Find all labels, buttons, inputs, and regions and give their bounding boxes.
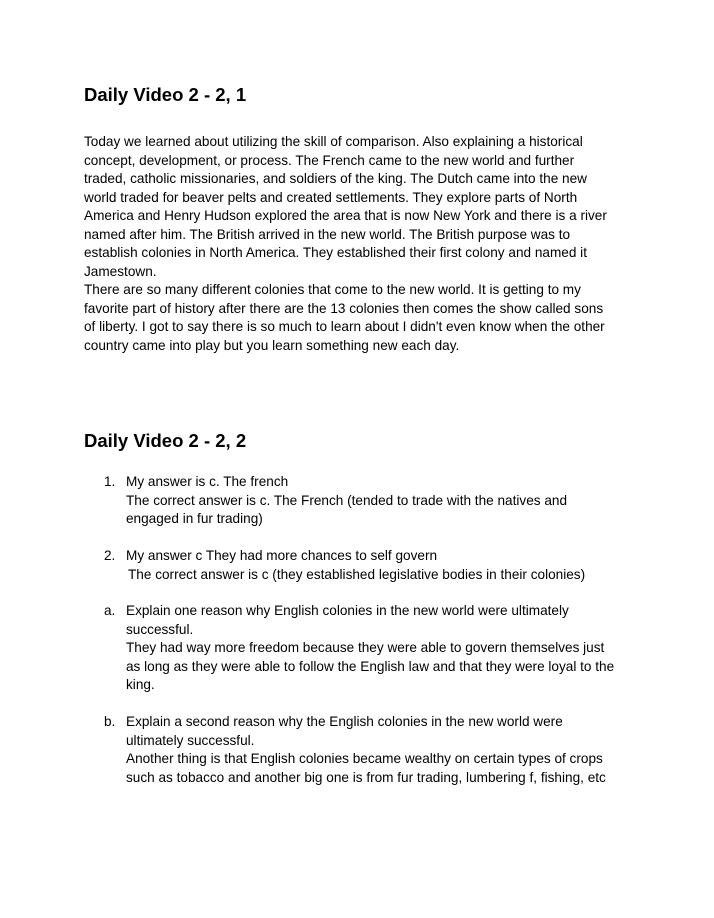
paragraph-line: There are so many different colonies that come to the new world. It is getting to my [84,282,581,297]
list-line: king. [126,677,155,692]
section-1-paragraph-2 [84,281,644,355]
list-line: Explain one reason why English colonies in the new world were ultimately [126,603,569,618]
paragraph-line: of liberty. I got to say there is so much to learn about I didn't even know when the other [84,319,605,334]
paragraph-line: establish colonies in North America. They established their first colony and named it [84,245,587,260]
list-line: The correct answer is c. The French (tended to trade with the natives and [126,492,568,508]
list-line: Explain a second reason why the English colonies in the new world were [126,714,563,729]
list-marker: a. [104,603,116,618]
paragraph-line: named after him. The British arrived in the new world. The British purpose was to [84,226,571,242]
list-item-body [126,602,646,695]
list-line: such as tobacco and another big one is from fur trading, lumbering f, fishing, etc [126,769,606,785]
paragraph-line: Today we learned about utilizing the skill of comparison. Also explaining a historical [84,134,583,149]
list-item-body [126,473,646,529]
list-item-body [126,713,646,787]
list-line: The correct answer is c (they established legislative bodies in their colonies) [128,566,586,582]
paragraph-line: favorite part of history after there are the 13 colonies then comes the show called sons [84,300,604,316]
list-line: My answer is c. The french [126,474,289,489]
section-1-paragraph-1 [84,133,644,281]
paragraph-line: world traded for beaver pelts and created settlements. They explore parts of North [84,189,578,205]
list-line: Another thing is that English colonies became wealthy on certain types of crops [126,751,603,766]
paragraph-line: traded, catholic missionaries, and soldiers of the king. The Dutch came into the new [84,171,587,186]
list-line: successful. [126,621,194,637]
list-line: as long as they were able to follow the English law and that they were loyal to the [126,658,615,674]
list-marker: 2. [104,548,116,563]
paragraph-line: America and Henry Hudson explored the area that is now New York and there is a river [84,208,607,223]
list-marker: 1. [104,474,116,489]
list-item-body [126,547,646,584]
list-line: They had way more freedom because they were able to govern themselves just [126,640,605,655]
paragraph-line: concept, development, or process. The French came to the new world and further [84,152,575,168]
section-1-title: Daily Video 2 - 2, 1 [84,84,247,105]
paragraph-line: country came into play but you learn something new each day. [84,337,460,353]
list-marker: b. [104,714,116,729]
paragraph-line: Jamestown. [84,263,157,279]
section-2-title: Daily Video 2 - 2, 2 [84,430,247,451]
list-line: My answer c They had more chances to self govern [126,548,438,563]
list-line: ultimately successful. [126,732,255,748]
list-line: engaged in fur trading) [126,511,263,526]
